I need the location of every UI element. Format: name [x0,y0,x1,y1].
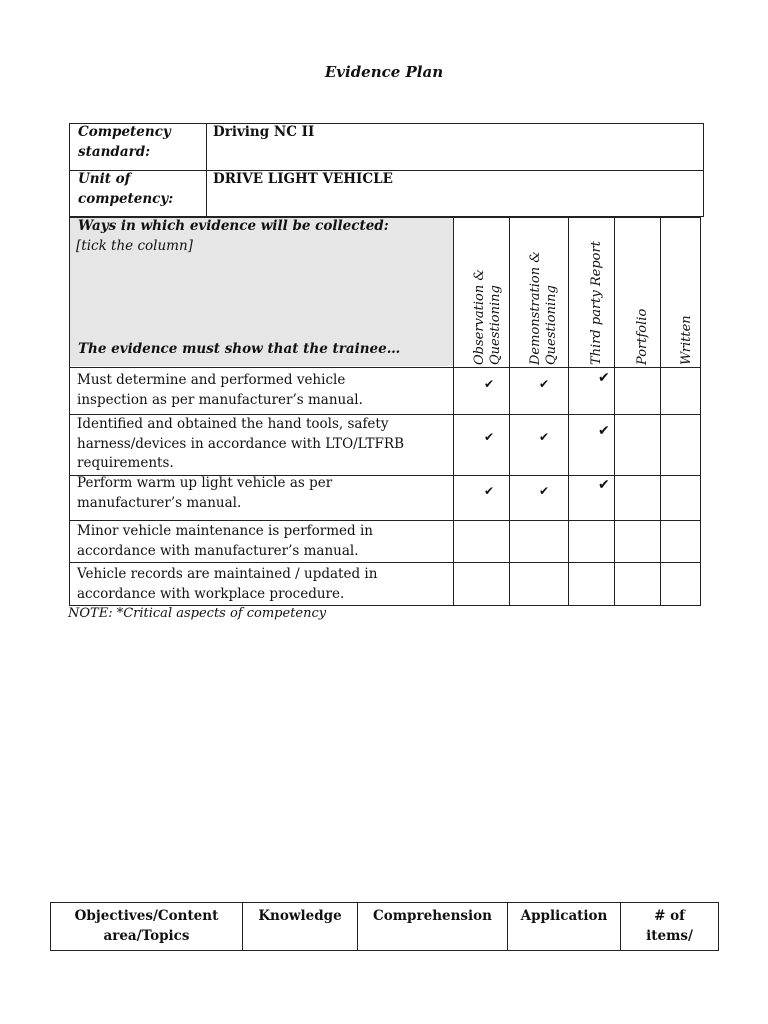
ways-instruction: [tick the column] [76,238,193,254]
criteria-row-5-line2: accordance with workplace procedure. [77,585,345,602]
document-title: Evidence Plan [324,63,444,81]
header-number-of-items-line1: # of [654,908,685,924]
column-header-observation [454,218,509,366]
column-header-demonstration-line1: Demonstration & [528,251,543,365]
criteria-row-1-line1: Must determine and performed vehicle [77,372,346,388]
header-objectives [51,906,242,946]
criteria-row-3-line1: Perform warm up light vehicle as per [77,475,333,491]
competency-standard-label: Competency standard: [78,124,171,160]
checkmark-icon: ✔ [484,377,495,391]
column-header-third-party-label: Third party Report [589,241,604,365]
criteria-row-4 [77,522,373,561]
column-header-written [661,218,701,366]
column-header-portfolio-label: Portfolio [635,308,650,365]
column-header-observation-line2: Questioning [488,285,503,365]
header-application: Application [520,908,608,924]
column-header-portfolio [615,218,660,366]
column-header-demonstration-line2: Questioning [544,285,559,365]
checkmark-icon: ✔ [484,484,495,498]
criteria-row-1-line2: inspection as per manufacturer’s manual. [77,391,363,408]
header-knowledge: Knowledge [258,908,342,924]
header-number-of-items [621,906,718,946]
checkmark-icon: ✔ [539,377,550,391]
competency-standard-value: Driving NC II [213,124,315,140]
criteria-row-2-line2: harness/devices in accordance with LTO/LTFRB [77,435,404,452]
column-header-observation-line1: Observation & [472,269,487,365]
checkmark-icon: ✔ [598,477,610,493]
criteria-row-5 [77,565,377,604]
header-objectives-line2: area/Topics [103,928,190,944]
unit-of-competency-value: DRIVE LIGHT VEHICLE [213,171,393,187]
criteria-row-3-line2: manufacturer’s manual. [77,494,242,511]
criteria-row-4-line1: Minor vehicle maintenance is performed in [77,523,373,539]
row-divider [69,367,701,368]
criteria-row-2-line1: Identified and obtained the hand tools, safety [77,416,389,432]
header-objectives-line1: Objectives/Content [74,908,219,924]
column-header-demonstration [510,218,568,366]
ways-heading: Ways in which evidence will be collected: [78,218,389,234]
criteria-row-2-line3: requirements. [77,455,174,471]
trainee-statement: The evidence must show that the trainee… [78,341,401,357]
row-divider [69,520,701,521]
checkmark-icon: ✔ [598,370,610,386]
row-divider [69,562,701,563]
column-header-written-label: Written [679,315,694,365]
criteria-row-5-line1: Vehicle records are maintained / updated in [77,566,378,582]
header-number-of-items-line2: items/ [646,928,693,944]
note-text: NOTE: *Critical aspects of competency [68,606,327,621]
header-comprehension: Comprehension [373,908,492,924]
checkmark-icon: ✔ [539,484,550,498]
criteria-row-4-line2: accordance with manufacturer’s manual. [77,542,359,559]
checkmark-icon: ✔ [539,430,550,444]
checkmark-icon: ✔ [484,430,495,444]
checkmark-icon: ✔ [598,423,610,439]
criteria-row-1 [77,371,363,410]
criteria-row-2 [77,415,404,474]
column-header-third-party [569,218,614,366]
unit-of-competency-label: Unit of competency: [78,171,174,207]
criteria-row-3 [77,474,332,513]
